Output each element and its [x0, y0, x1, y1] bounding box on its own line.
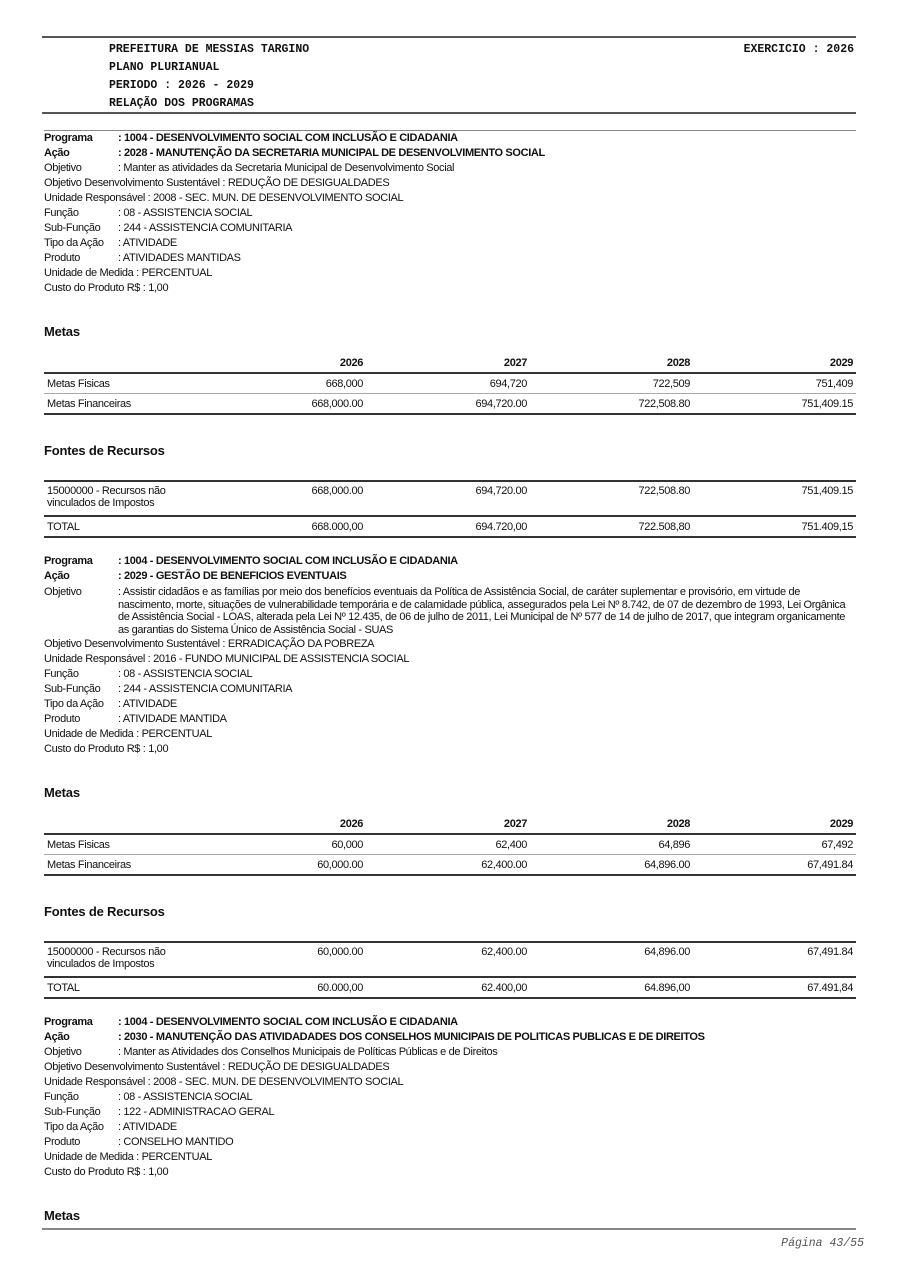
table-header-row	[44, 353, 856, 373]
year-header: 2027	[503, 356, 527, 369]
tipo-line	[44, 697, 856, 712]
unidade-line: Unidade Responsável : 2008 - SEC. MUN. DE DESENVOLVIMENTO SOCIAL	[44, 1076, 404, 1088]
programa-line-value: : 1004 - DESENVOLVIMENTO SOCIAL COM INCLUSÃO E CIDADANIA	[118, 132, 458, 144]
custo-line: Custo do Produto R$ : 1,00	[44, 743, 169, 755]
total-value: 60.000,00	[317, 981, 363, 994]
metas-table	[44, 353, 856, 415]
report-title: RELAÇÃO DOS PROGRAMAS	[109, 97, 254, 110]
period: PERIODO : 2026 - 2029	[109, 79, 254, 92]
programa-line-value: : 1004 - DESENVOLVIMENTO SOCIAL COM INCLUSÃO E CIDADANIA	[118, 555, 458, 567]
acao-line-value: : 2029 - GESTÃO DE BENEFICIOS EVENTUAIS	[118, 570, 347, 582]
programa-line-label: Programa	[44, 555, 93, 567]
year-header: 2026	[339, 356, 363, 369]
footer-divider	[42, 1228, 856, 1230]
tipo-line	[44, 1120, 856, 1135]
report-header	[42, 36, 856, 114]
subfuncao-line	[44, 682, 856, 697]
custo-line: Custo do Produto R$ : 1,00	[44, 1166, 169, 1178]
programa-line	[44, 1015, 856, 1030]
fontes-table	[44, 941, 856, 999]
fonte-row	[44, 942, 856, 977]
metas-fisicas-row-value: 668,000	[325, 377, 363, 390]
ods-line: Objetivo Desenvolvimento Sustentável : REDUÇÃO DE DESIGUALDADES	[44, 1061, 390, 1073]
total-value: 694.720,00	[475, 520, 527, 533]
funcao-line-value: : 08 - ASSISTENCIA SOCIAL	[118, 668, 253, 680]
metas-fisicas-row	[44, 834, 856, 855]
produto-line-value: : ATIVIDADES MANTIDAS	[118, 252, 241, 264]
tipo-line-value: : ATIVIDADE	[118, 237, 177, 249]
total-value: 668.000,00	[311, 520, 363, 533]
produto-line-label: Produto	[44, 1136, 81, 1148]
subfuncao-line	[44, 1105, 856, 1120]
year-header: 2029	[829, 817, 853, 830]
funcao-line-label: Função	[44, 668, 79, 680]
funcao-line-label: Função	[44, 1091, 79, 1103]
metas-financeiras-row-value: 60,000.00	[317, 858, 363, 871]
fontes-heading: Fontes de Recursos	[44, 904, 165, 919]
tipo-line-value: : ATIVIDADE	[118, 698, 177, 710]
programa-line-label: Programa	[44, 1016, 93, 1028]
metas-table	[44, 814, 856, 876]
year-header: 2029	[829, 356, 853, 369]
produto-line-label: Produto	[44, 713, 81, 725]
total-value: 751.409,15	[801, 520, 853, 533]
funcao-line-value: : 08 - ASSISTENCIA SOCIAL	[118, 1091, 253, 1103]
total-row	[44, 516, 856, 537]
ods-line: Objetivo Desenvolvimento Sustentável : ERRADICAÇÃO DA POBREZA	[44, 638, 375, 650]
subfuncao-line-label: Sub-Função	[44, 222, 101, 234]
produto-line	[44, 251, 856, 266]
header-cell	[44, 353, 194, 373]
metas-heading: Metas	[44, 1208, 80, 1223]
metas-financeiras-row-value: 668,000.00	[311, 397, 363, 410]
subfuncao-line-value: : 244 - ASSISTENCIA COMUNITARIA	[118, 683, 293, 695]
objetivo-line	[44, 161, 856, 176]
objetivo-line-value: : Manter as atividades da Secretaria Municipal de Desenvolvimento Social	[118, 162, 455, 174]
total-value: 64.896,00	[644, 981, 690, 994]
produto-line-label: Produto	[44, 252, 81, 264]
acao-line	[44, 569, 856, 584]
unidade-line: Unidade Responsável : 2016 - FUNDO MUNICIPAL DE ASSISTENCIA SOCIAL	[44, 653, 410, 665]
fonte-value: 751,409.15	[801, 485, 853, 497]
metas-financeiras-row-value: 64,896.00	[644, 858, 690, 871]
acao-line-label: Ação	[44, 570, 70, 582]
funcao-line	[44, 1090, 856, 1105]
metas-financeiras-row	[44, 855, 856, 876]
tipo-line-value: : ATIVIDADE	[118, 1121, 177, 1133]
total-row	[44, 977, 856, 998]
ods-line: Objetivo Desenvolvimento Sustentável : REDUÇÃO DE DESIGUALDADES	[44, 177, 390, 189]
fonte-value: 722,508.80	[638, 485, 690, 497]
metas-heading: Metas	[44, 785, 80, 800]
produto-line-value: : ATIVIDADE MANTIDA	[118, 713, 227, 725]
fonte-value: 62,400.00	[481, 946, 527, 958]
medida-line: Unidade de Medida : PERCENTUAL	[44, 728, 213, 740]
fonte-value: 694,720.00	[475, 485, 527, 497]
fonte-value: 64,896.00	[644, 946, 690, 958]
entity-name: PREFEITURA DE MESSIAS TARGINO	[109, 43, 310, 56]
subfuncao-line-label: Sub-Função	[44, 1106, 101, 1118]
program-list	[44, 130, 856, 1223]
fontes-table	[44, 480, 856, 538]
funcao-line-value: : 08 - ASSISTENCIA SOCIAL	[118, 207, 253, 219]
metas-fisicas-row	[44, 373, 856, 394]
program-block	[44, 131, 856, 538]
fonte-name: 15000000 - Recursos não vinculados de Impostos	[47, 485, 166, 509]
metas-financeiras-row-label: Metas Financeiras	[47, 858, 131, 871]
programa-line	[44, 554, 856, 569]
objetivo-line-value: : Manter as Atividades dos Conselhos Municipais de Políticas Públicas e de Direitos	[118, 1046, 498, 1058]
acao-line-label: Ação	[44, 147, 70, 159]
programa-line-value: : 1004 - DESENVOLVIMENTO SOCIAL COM INCLUSÃO E CIDADANIA	[118, 1016, 458, 1028]
tipo-line	[44, 236, 856, 251]
total-value: 67.491,84	[807, 981, 853, 994]
objetivo-line-label: Objetivo	[44, 162, 82, 174]
tipo-line-label: Tipo da Ação	[44, 1121, 104, 1133]
year-header: 2026	[339, 817, 363, 830]
total-label: TOTAL	[47, 520, 80, 533]
metas-fisicas-row-value: 694,720	[489, 377, 527, 390]
objetivo-line-value: : Assistir cidadãos e as famílias por meio dos benefícios eventuais da Política de Assistência Social, de caráter suplementar e provisório, em virtude de nascimento, morte, situações de vulnerabilidade temporária e de calamidade pública, assegurados pela Lei Nº 8.742, de 07 de dezembro de 1993, Lei Orgânica de Assistência Social - LOAS, alterada pela Lei Nº 12.435, de 06 de julho de 2011, Lei Municipal de Nº 577 de 14 de julho de 2017, que integram organicamente as garantias do Sistema Único de Assistência Social - SUAS	[118, 586, 846, 636]
metas-financeiras-row-value: 722,508.80	[638, 397, 690, 410]
exercise-year: EXERCICIO : 2026	[743, 43, 854, 56]
year-header: 2028	[666, 817, 690, 830]
metas-financeiras-row	[44, 394, 856, 415]
objetivo-line-label: Objetivo	[44, 586, 82, 598]
metas-financeiras-row-label: Metas Financeiras	[47, 397, 131, 410]
medida-line: Unidade de Medida : PERCENTUAL	[44, 267, 213, 279]
fontes-heading: Fontes de Recursos	[44, 443, 165, 458]
metas-fisicas-row-value: 722,509	[652, 377, 690, 390]
produto-line	[44, 712, 856, 727]
fonte-value: 60,000.00	[317, 946, 363, 958]
objetivo-line	[44, 586, 856, 636]
acao-line-value: : 2028 - MANUTENÇÃO DA SECRETARIA MUNICIPAL DE DESENVOLVIMENTO SOCIAL	[118, 147, 545, 159]
subfuncao-line-value: : 244 - ASSISTENCIA COMUNITARIA	[118, 222, 293, 234]
total-value: 722.508,80	[638, 520, 690, 533]
metas-fisicas-row-label: Metas Fisicas	[47, 377, 110, 390]
total-label: TOTAL	[47, 981, 80, 994]
acao-line-label: Ação	[44, 1031, 70, 1043]
acao-line	[44, 146, 856, 161]
fonte-value: 67,491.84	[807, 946, 853, 958]
metas-financeiras-row-value: 62,400.00	[481, 858, 527, 871]
fonte-value: 668,000.00	[311, 485, 363, 497]
fonte-row	[44, 481, 856, 516]
metas-fisicas-row-value: 62,400	[495, 838, 527, 851]
subfuncao-line-value: : 122 - ADMINISTRACAO GERAL	[118, 1106, 275, 1118]
table-header-row	[44, 814, 856, 834]
metas-fisicas-row-value: 64,896	[658, 838, 690, 851]
funcao-line	[44, 206, 856, 221]
header-cell	[44, 814, 194, 834]
acao-line-value: : 2030 - MANUTENÇÃO DAS ATIVIDADADES DOS CONSELHOS MUNICIPAIS DE POLITICAS PUBLICAS E DE DIREITOS	[118, 1031, 705, 1043]
year-header: 2027	[503, 817, 527, 830]
metas-heading: Metas	[44, 324, 80, 339]
unidade-line: Unidade Responsável : 2008 - SEC. MUN. DE DESENVOLVIMENTO SOCIAL	[44, 192, 404, 204]
produto-line	[44, 1135, 856, 1150]
subfuncao-line	[44, 221, 856, 236]
year-header: 2028	[666, 356, 690, 369]
funcao-line	[44, 667, 856, 682]
total-value: 62.400,00	[481, 981, 527, 994]
medida-line: Unidade de Medida : PERCENTUAL	[44, 1151, 213, 1163]
tipo-line-label: Tipo da Ação	[44, 698, 104, 710]
metas-financeiras-row-value: 67,491.84	[807, 858, 853, 871]
programa-line-label: Programa	[44, 132, 93, 144]
metas-fisicas-row-value: 67,492	[821, 838, 853, 851]
fonte-name: 15000000 - Recursos não vinculados de Impostos	[47, 946, 166, 970]
program-block	[44, 554, 856, 999]
acao-line	[44, 1030, 856, 1045]
page-number: Página 43/55	[781, 1237, 864, 1250]
funcao-line-label: Função	[44, 207, 79, 219]
metas-financeiras-row-value: 751,409.15	[801, 397, 853, 410]
plan-title: PLANO PLURIANUAL	[109, 61, 220, 74]
metas-fisicas-row-label: Metas Fisicas	[47, 838, 110, 851]
objetivo-line	[44, 1045, 856, 1060]
subfuncao-line-label: Sub-Função	[44, 683, 101, 695]
metas-fisicas-row-value: 60,000	[331, 838, 363, 851]
objetivo-line-label: Objetivo	[44, 1046, 82, 1058]
produto-line-value: : CONSELHO MANTIDO	[118, 1136, 234, 1148]
tipo-line-label: Tipo da Ação	[44, 237, 104, 249]
custo-line: Custo do Produto R$ : 1,00	[44, 282, 169, 294]
metas-financeiras-row-value: 694,720.00	[475, 397, 527, 410]
programa-line	[44, 131, 856, 146]
metas-fisicas-row-value: 751,409	[815, 377, 853, 390]
program-block	[44, 1015, 856, 1223]
